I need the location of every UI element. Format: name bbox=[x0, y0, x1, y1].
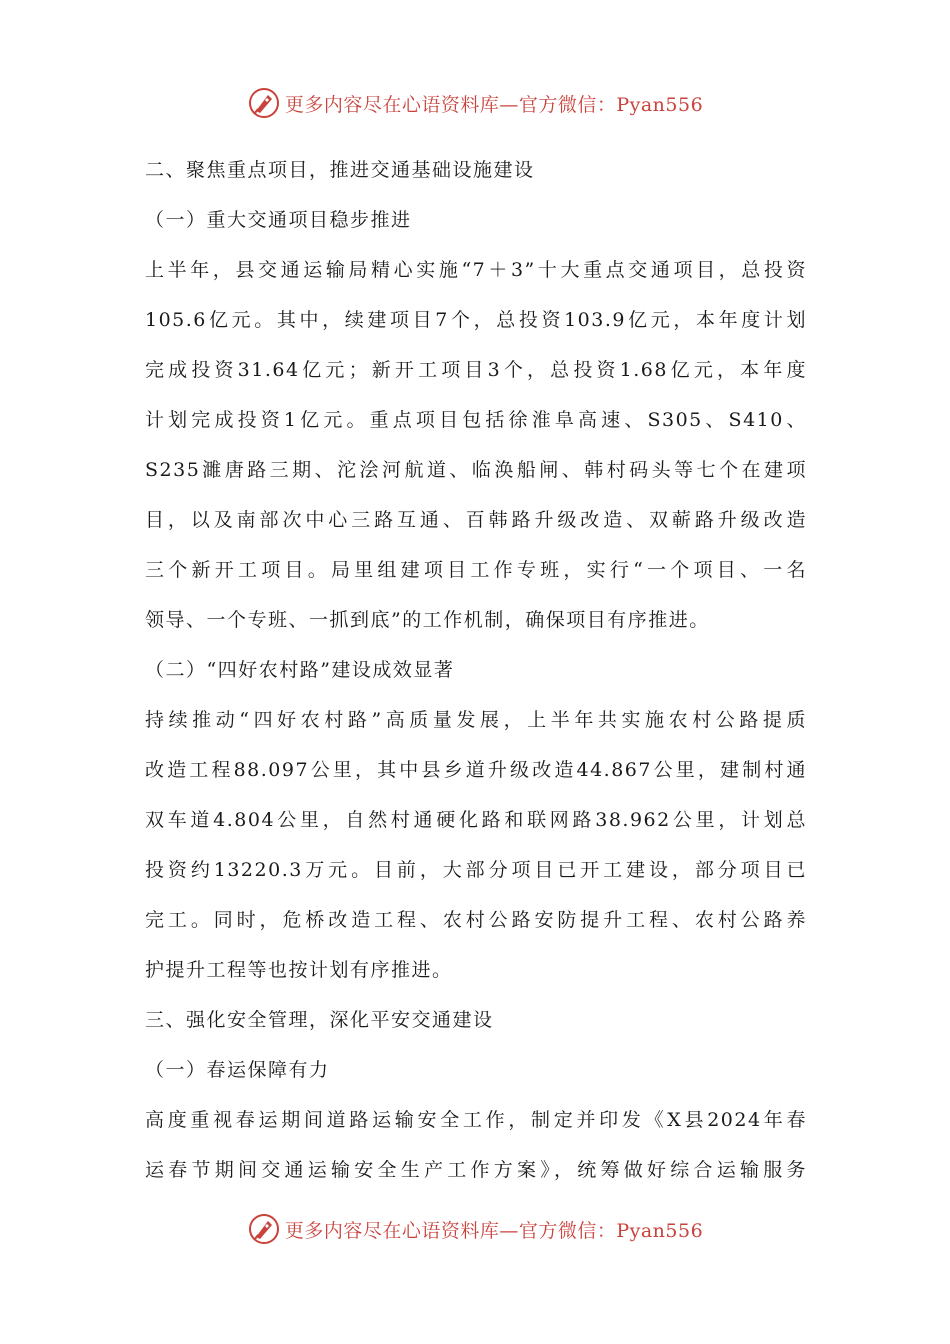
paragraph-line: 三个新开工项目。局里组建项目工作专班，实行“一个项目、一名 bbox=[145, 559, 807, 581]
paragraph-line: 运春节期间交通运输安全生产工作方案》，统筹做好综合运输服务 bbox=[145, 1159, 807, 1181]
paragraph-line: 领导、一个专班、一抓到底”的工作机制，确保项目有序推进。 bbox=[145, 609, 710, 631]
watermark-banner-top bbox=[0, 83, 950, 123]
paragraph-line: 持续推动“四好农村路”高质量发展，上半年共实施农村公路提质 bbox=[145, 709, 807, 731]
paragraph-line: 高度重视春运期间道路运输安全工作，制定并印发《X县2024年春 bbox=[145, 1109, 807, 1131]
paragraph-line: 护提升工程等也按计划有序推进。 bbox=[145, 959, 453, 981]
watermark-text: 更多内容尽在心语资料库—官方微信：Pyan556 bbox=[284, 93, 704, 116]
subsection-heading: （一）春运保障有力 bbox=[145, 1059, 330, 1081]
paragraph-line: 完成投资31.64亿元；新开工项目3个，总投资1.68亿元，本年度 bbox=[145, 359, 807, 381]
subsection-heading: （一）重大交通项目稳步推进 bbox=[145, 209, 412, 231]
paragraph-line: 105.6亿元。其中，续建项目7个，总投资103.9亿元，本年度计划 bbox=[145, 309, 807, 331]
paragraph-line: 计划完成投资1亿元。重点项目包括徐淮阜高速、S305、S410、 bbox=[145, 409, 807, 431]
subsection-heading: （二）“四好农村路”建设成效显著 bbox=[145, 659, 455, 681]
paragraph-line: 改造工程88.097公里，其中县乡道升级改造44.867公里，建制村通 bbox=[145, 759, 807, 781]
watermark-text: 更多内容尽在心语资料库—官方微信：Pyan556 bbox=[284, 1219, 704, 1242]
section-heading: 三、强化安全管理，深化平安交通建设 bbox=[145, 1009, 494, 1031]
paragraph-line: 投资约13220.3万元。目前，大部分项目已开工建设，部分项目已 bbox=[145, 859, 807, 881]
paragraph-line: 上半年，县交通运输局精心实施“7＋3”十大重点交通项目，总投资 bbox=[145, 259, 807, 281]
document-body bbox=[145, 145, 807, 1195]
watermark-banner-bottom bbox=[0, 1209, 950, 1249]
pen-nib-icon bbox=[247, 86, 281, 120]
paragraph-line: 双车道4.804公里，自然村通硬化路和联网路38.962公里，计划总 bbox=[145, 809, 807, 831]
paragraph-line: 目，以及南部次中心三路互通、百韩路升级改造、双蕲路升级改造 bbox=[145, 509, 807, 531]
paragraph-line: S235濉唐路三期、沱浍河航道、临涣船闸、韩村码头等七个在建项 bbox=[145, 459, 807, 481]
pen-nib-icon bbox=[247, 1212, 281, 1246]
section-heading: 二、聚焦重点项目，推进交通基础设施建设 bbox=[145, 159, 535, 181]
paragraph-line: 完工。同时，危桥改造工程、农村公路安防提升工程、农村公路养 bbox=[145, 909, 807, 931]
